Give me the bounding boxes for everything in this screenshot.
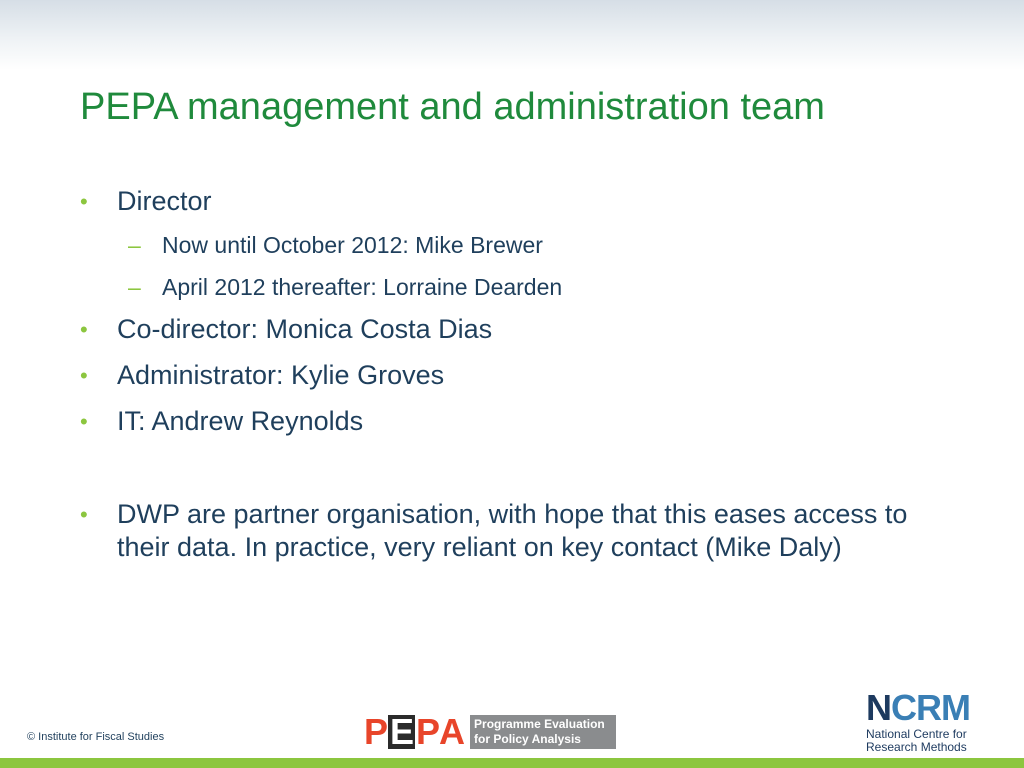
bullet-marker-icon: •: [80, 409, 88, 434]
slide-title: PEPA management and administration team: [80, 86, 825, 128]
subbullet-next-director: [128, 273, 922, 301]
bullet-co-director: [80, 313, 937, 346]
bullet-marker-icon: •: [80, 363, 88, 388]
pepa-tagline: [470, 715, 616, 749]
subbullet-current-director: [128, 231, 922, 259]
pepa-tagline-line1: Programme Evaluation: [474, 717, 605, 731]
subbullet-text: Now until October 2012: Mike Brewer: [162, 232, 543, 258]
ncrm-logo: [866, 688, 996, 754]
bullet-text: Director: [117, 186, 212, 216]
dash-marker-icon: –: [128, 274, 141, 300]
bullet-marker-icon: •: [80, 189, 88, 214]
pepa-letter-e: E: [390, 711, 414, 752]
copyright-notice: © Institute for Fiscal Studies: [27, 731, 165, 743]
ncrm-mark-rest: CRM: [891, 687, 970, 728]
footer-accent-bar: [0, 758, 1024, 768]
bullet-marker-icon: •: [80, 317, 88, 342]
subbullet-text: April 2012 thereafter: Lorraine Dearden: [162, 274, 563, 300]
bullet-marker-icon: •: [80, 502, 88, 527]
pepa-letter-a: A: [439, 711, 465, 752]
ncrm-wordmark: [866, 688, 996, 728]
pepa-letter-p: P: [364, 711, 388, 752]
ncrm-mark-n: N: [866, 687, 891, 728]
dash-marker-icon: –: [128, 232, 141, 258]
bullet-text: IT: Andrew Reynolds: [117, 406, 364, 436]
pepa-logo: [364, 711, 616, 752]
bullet-dwp-partner: [80, 498, 937, 564]
ncrm-line2: Research Methods: [866, 740, 967, 754]
bullet-administrator: [80, 359, 937, 392]
bullet-text: Co-director: Monica Costa Dias: [117, 314, 493, 344]
bullet-director: [80, 185, 937, 218]
bullet-text: DWP are partner organisation, with hope that this eases access to their data. In practice, very reliant on key contact (Mike Daly): [117, 499, 908, 562]
pepa-wordmark: [364, 711, 465, 752]
bullet-text: Administrator: Kylie Groves: [117, 360, 445, 390]
pepa-letter-p2: P: [416, 711, 440, 752]
ncrm-line1: National Centre for: [866, 727, 967, 741]
header-gradient-band: [0, 0, 1024, 70]
pepa-tagline-line2: for Policy Analysis: [474, 732, 581, 746]
bullet-it: [80, 405, 937, 438]
